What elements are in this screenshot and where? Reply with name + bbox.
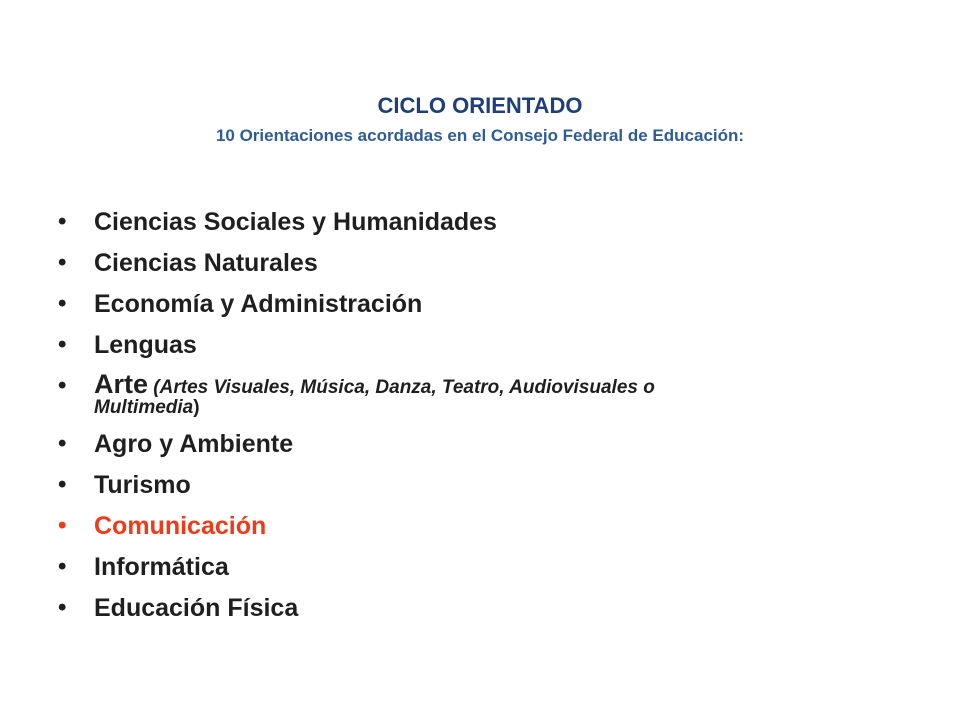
list-item-label: Ciencias Naturales: [94, 249, 318, 277]
list-item-agro-ambiente: [58, 428, 818, 460]
list-item-lenguas: [58, 329, 818, 361]
bullet-icon: •: [58, 512, 67, 539]
list-item-arte: [58, 370, 818, 419]
slide-title: CICLO ORIENTADO: [377, 93, 583, 118]
bullet-icon: •: [58, 594, 67, 621]
list-item-label: Economía y Administración: [94, 290, 423, 318]
bullet-icon: •: [58, 249, 67, 276]
bullet-icon: •: [58, 553, 67, 580]
slide-subtitle: 10 Orientaciones acordadas en el Consejo Federal de Educación:: [215, 126, 745, 145]
list-item-label: Agro y Ambiente: [94, 430, 294, 458]
list-item-label: Lenguas: [94, 331, 197, 359]
orientation-list: [58, 206, 818, 633]
bullet-icon: •: [58, 208, 67, 235]
list-item-informatica: [58, 551, 818, 583]
list-item-label: Educación Física: [94, 594, 299, 622]
list-item-label: Informática: [94, 553, 229, 581]
arte-note-line-2-wrapper: [94, 397, 818, 419]
arte-note-close: ): [193, 397, 200, 418]
list-item-comunicacion: [58, 510, 818, 542]
bullet-icon: •: [58, 372, 67, 399]
list-item-label: Ciencias Sociales y Humanidades: [94, 208, 497, 236]
bullet-icon: •: [58, 290, 67, 317]
list-item-ciencias-naturales: [58, 247, 818, 279]
title-block: [0, 92, 960, 148]
list-item-turismo: [58, 469, 818, 501]
list-item-label: Comunicación: [94, 512, 267, 540]
bullet-icon: •: [58, 430, 67, 457]
bullet-icon: •: [58, 471, 67, 498]
bullet-icon: •: [58, 331, 67, 358]
list-item-economia: [58, 288, 818, 320]
list-item-educacion-fisica: [58, 592, 818, 624]
arte-note-line-2: Multimedia: [94, 397, 194, 418]
list-item-label: Turismo: [94, 471, 191, 499]
arte-note-line-1: Artes Visuales, Música, Danza, Teatro, Audiovisuales o: [159, 377, 655, 398]
list-item-label: Arte: [94, 369, 149, 399]
list-item-ciencias-sociales: [58, 206, 818, 238]
arte-note-open: (: [148, 377, 160, 398]
